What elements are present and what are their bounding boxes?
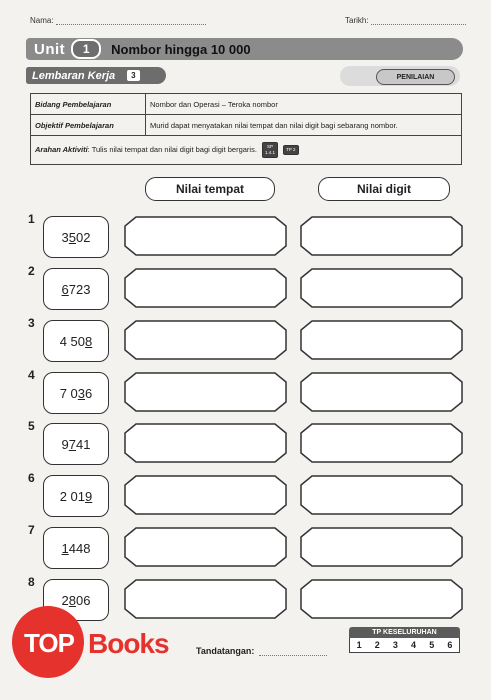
penilaian-badge: PENILAIAN xyxy=(376,69,455,85)
number-suffix: 02 xyxy=(76,229,91,245)
unit-word: Unit xyxy=(34,40,66,58)
nilai-digit-header: Nilai digit xyxy=(318,177,450,201)
name-line xyxy=(56,16,206,25)
objektif-label: Objektif Pembelajaran xyxy=(31,115,146,136)
signature-field[interactable] xyxy=(196,646,327,656)
nilai-digit-answer[interactable] xyxy=(300,372,463,412)
number-suffix: 723 xyxy=(68,281,91,297)
nilai-digit-answer[interactable] xyxy=(300,423,463,463)
date-label: Tarikh: xyxy=(345,16,369,25)
number-box xyxy=(43,372,109,414)
nilai-digit-answer[interactable] xyxy=(300,320,463,360)
name-label: Nama: xyxy=(30,16,54,25)
arahan-value: : Tulis nilai tempat dan nilai digit bagi digit bergaris. xyxy=(87,144,257,154)
worksheet-number: 3 xyxy=(127,70,139,81)
number-prefix: 9 xyxy=(61,436,69,452)
underlined-digit: 9 xyxy=(85,488,93,504)
underlined-digit: 5 xyxy=(68,229,76,245)
tp-overall-label: TP KESELURUHAN xyxy=(349,627,460,638)
nilai-tempat-header: Nilai tempat xyxy=(145,177,275,201)
nilai-digit-answer[interactable] xyxy=(300,527,463,567)
question-number: 6 xyxy=(28,471,35,485)
number-box xyxy=(43,423,109,465)
number-box xyxy=(43,268,109,310)
info-row-objektif xyxy=(31,115,462,136)
underlined-digit: 8 xyxy=(68,592,76,608)
nilai-tempat-answer[interactable] xyxy=(124,320,287,360)
number-box xyxy=(43,475,109,517)
date-field[interactable] xyxy=(345,16,466,25)
tp-tag: TP 2 xyxy=(283,145,298,155)
question-row xyxy=(0,368,491,420)
arahan-label: Arahan Aktiviti xyxy=(35,144,88,154)
tp-level[interactable]: 4 xyxy=(411,640,417,650)
tp-overall-box xyxy=(349,627,460,653)
objektif-value: Murid dapat menyatakan nilai tempat dan nilai digit bagi sebarang nombor. xyxy=(146,115,462,136)
underlined-digit: 1 xyxy=(61,540,69,556)
underlined-digit: 3 xyxy=(77,385,86,401)
nilai-digit-answer[interactable] xyxy=(300,475,463,515)
number-box xyxy=(43,527,109,569)
question-number: 1 xyxy=(28,212,35,226)
number-box xyxy=(43,216,109,258)
number-suffix: 448 xyxy=(68,540,91,556)
number-prefix: 2 01 xyxy=(59,488,86,504)
question-number: 4 xyxy=(28,368,35,382)
underlined-digit: 6 xyxy=(61,281,69,297)
info-table xyxy=(30,93,462,165)
tp-level[interactable]: 1 xyxy=(356,640,362,650)
nilai-tempat-answer[interactable] xyxy=(124,475,287,515)
number-suffix: 6 xyxy=(85,385,93,401)
nilai-digit-answer[interactable] xyxy=(300,216,463,256)
nilai-tempat-answer[interactable] xyxy=(124,216,287,256)
sp-tag: SP 1.4.1 xyxy=(262,142,278,158)
bidang-label: Bidang Pembelajaran xyxy=(31,94,146,115)
logo-top-text: TOP xyxy=(24,628,74,658)
logo-books-text: Books xyxy=(88,628,169,659)
tp-level[interactable]: 3 xyxy=(392,640,398,650)
nilai-digit-answer[interactable] xyxy=(300,268,463,308)
number-prefix: 7 0 xyxy=(59,385,78,401)
date-line xyxy=(371,16,466,25)
tp-level[interactable]: 2 xyxy=(374,640,380,650)
question-row xyxy=(0,523,491,575)
nilai-tempat-answer[interactable] xyxy=(124,268,287,308)
question-number: 3 xyxy=(28,316,35,330)
nilai-tempat-answer[interactable] xyxy=(124,372,287,412)
info-row-bidang xyxy=(31,94,462,115)
tp-level[interactable]: 5 xyxy=(429,640,435,650)
signature-line xyxy=(259,647,327,656)
number-prefix: 2 xyxy=(61,592,69,608)
question-row xyxy=(0,212,491,264)
worksheet-label: Lembaran Kerja xyxy=(32,69,116,82)
arahan-cell xyxy=(31,136,462,165)
nilai-tempat-answer[interactable] xyxy=(124,527,287,567)
unit-banner xyxy=(26,38,463,60)
question-number: 5 xyxy=(28,419,35,433)
underlined-digit: 7 xyxy=(68,436,76,452)
number-prefix: 3 xyxy=(61,229,69,245)
nilai-digit-answer[interactable] xyxy=(300,579,463,619)
question-number: 7 xyxy=(28,523,35,537)
info-row-arahan xyxy=(31,136,462,165)
number-suffix: 06 xyxy=(76,592,91,608)
question-row xyxy=(0,264,491,316)
nilai-tempat-answer[interactable] xyxy=(124,423,287,463)
bidang-value: Nombor dan Operasi – Teroka nombor xyxy=(146,94,462,115)
signature-label: Tandatangan: xyxy=(196,646,255,656)
question-number: 2 xyxy=(28,264,35,278)
worksheet-banner xyxy=(26,67,166,84)
question-number: 8 xyxy=(28,575,35,589)
name-field[interactable] xyxy=(30,16,206,25)
question-row xyxy=(0,471,491,523)
topbooks-logo xyxy=(12,606,190,680)
question-row xyxy=(0,419,491,471)
question-row xyxy=(0,316,491,368)
tp-levels xyxy=(349,638,460,653)
tp-level[interactable]: 6 xyxy=(447,640,453,650)
number-box xyxy=(43,320,109,362)
number-suffix: 41 xyxy=(76,436,91,452)
number-prefix: 4 50 xyxy=(59,333,86,349)
unit-title: Nombor hingga 10 000 xyxy=(111,41,251,57)
unit-number: 1 xyxy=(71,39,101,59)
underlined-digit: 8 xyxy=(85,333,93,349)
